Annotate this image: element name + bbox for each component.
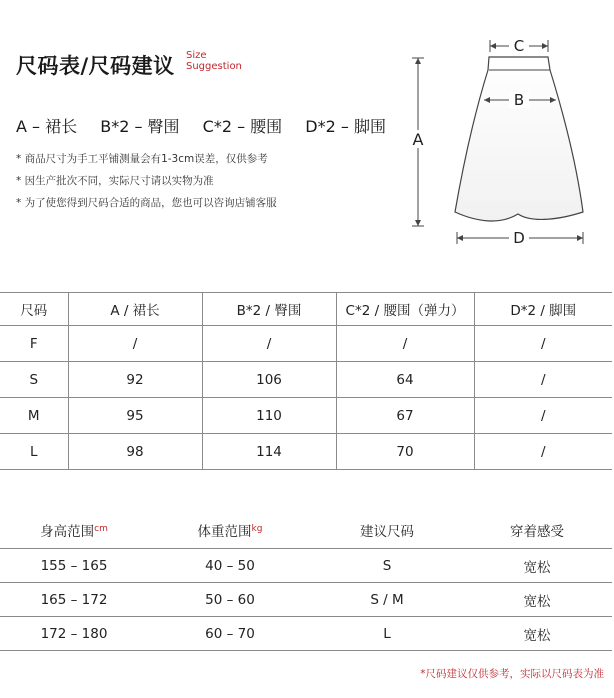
table-cell: / (474, 362, 612, 398)
col-header: B*2 / 臀围 (202, 293, 336, 326)
table-cell: 95 (68, 398, 202, 434)
col-header: 建议尺码 (312, 512, 462, 549)
table-cell: 宽松 (462, 549, 612, 583)
table-cell: / (202, 326, 336, 362)
table-cell: / (474, 326, 612, 362)
table-cell: 宽松 (462, 617, 612, 651)
unit-kg: kg (251, 524, 263, 534)
table-cell: 40 – 50 (148, 549, 312, 583)
table-row (0, 398, 612, 434)
table-cell: 98 (68, 434, 202, 470)
table-cell: 64 (336, 362, 474, 398)
table-cell: 165 – 172 (0, 583, 148, 617)
table-row (0, 434, 612, 470)
table-header-row (0, 512, 612, 549)
recommendation-table (0, 512, 612, 651)
table-cell: S / M (312, 583, 462, 617)
col-header: 体重范围 (197, 524, 252, 540)
subtitle-line-1: Size (186, 50, 207, 61)
table-cell: 114 (202, 434, 336, 470)
table-cell: 67 (336, 398, 474, 434)
table-row (0, 362, 612, 398)
unit-cm: cm (94, 524, 108, 534)
col-header: 尺码 (0, 293, 68, 326)
note-item: * 因生产批次不同，实际尺寸请以实物为准 (16, 175, 214, 187)
col-header: D*2 / 脚围 (474, 293, 612, 326)
skirt-diagram (0, 0, 614, 260)
table-cell: M (0, 398, 68, 434)
table-cell: / (68, 326, 202, 362)
table-cell: 110 (202, 398, 336, 434)
skirt-outline (455, 57, 583, 221)
table-cell: L (312, 617, 462, 651)
table-cell: 92 (68, 362, 202, 398)
col-header: 身高范围 (40, 524, 95, 540)
table-cell: S (0, 362, 68, 398)
table-row (0, 583, 612, 617)
size-table (0, 292, 612, 470)
table-cell: / (474, 434, 612, 470)
label-c: C (513, 37, 525, 55)
table-cell: 70 (336, 434, 474, 470)
label-b: B (513, 91, 525, 109)
table-cell: S (312, 549, 462, 583)
table-cell: 60 – 70 (148, 617, 312, 651)
label-d: D (513, 229, 525, 247)
note-item: * 为了使您得到尺码合适的商品，您也可以咨询店铺客服 (16, 197, 277, 209)
table-row (0, 549, 612, 583)
col-header: 穿着感受 (462, 512, 612, 549)
table-cell: / (474, 398, 612, 434)
col-header-weight (148, 512, 312, 549)
footnote: *尺码建议仅供参考，实际以尺码表为准 (420, 668, 604, 680)
table-cell: F (0, 326, 68, 362)
table-cell: 172 – 180 (0, 617, 148, 651)
table-cell: 155 – 165 (0, 549, 148, 583)
col-header: C*2 / 腰围（弹力） (336, 293, 474, 326)
label-a: A (412, 130, 424, 149)
table-row (0, 617, 612, 651)
subtitle-line-2: Suggestion (186, 61, 242, 72)
table-cell: / (336, 326, 474, 362)
legend-b: B*2 – 臀围 (100, 117, 180, 136)
legend-a: A – 裙长 (16, 117, 78, 136)
table-cell: L (0, 434, 68, 470)
col-header: A / 裙长 (68, 293, 202, 326)
col-header-height (0, 512, 148, 549)
table-cell: 宽松 (462, 583, 612, 617)
table-row (0, 326, 612, 362)
legend-c: C*2 – 腰围 (202, 117, 283, 136)
page-title: 尺码表/尺码建议 (16, 54, 175, 78)
legend-d: D*2 – 脚围 (305, 117, 386, 136)
table-cell: 106 (202, 362, 336, 398)
note-item: * 商品尺寸为手工平铺测量会有1-3cm误差，仅供参考 (16, 153, 268, 165)
table-header-row (0, 293, 612, 326)
table-cell: 50 – 60 (148, 583, 312, 617)
